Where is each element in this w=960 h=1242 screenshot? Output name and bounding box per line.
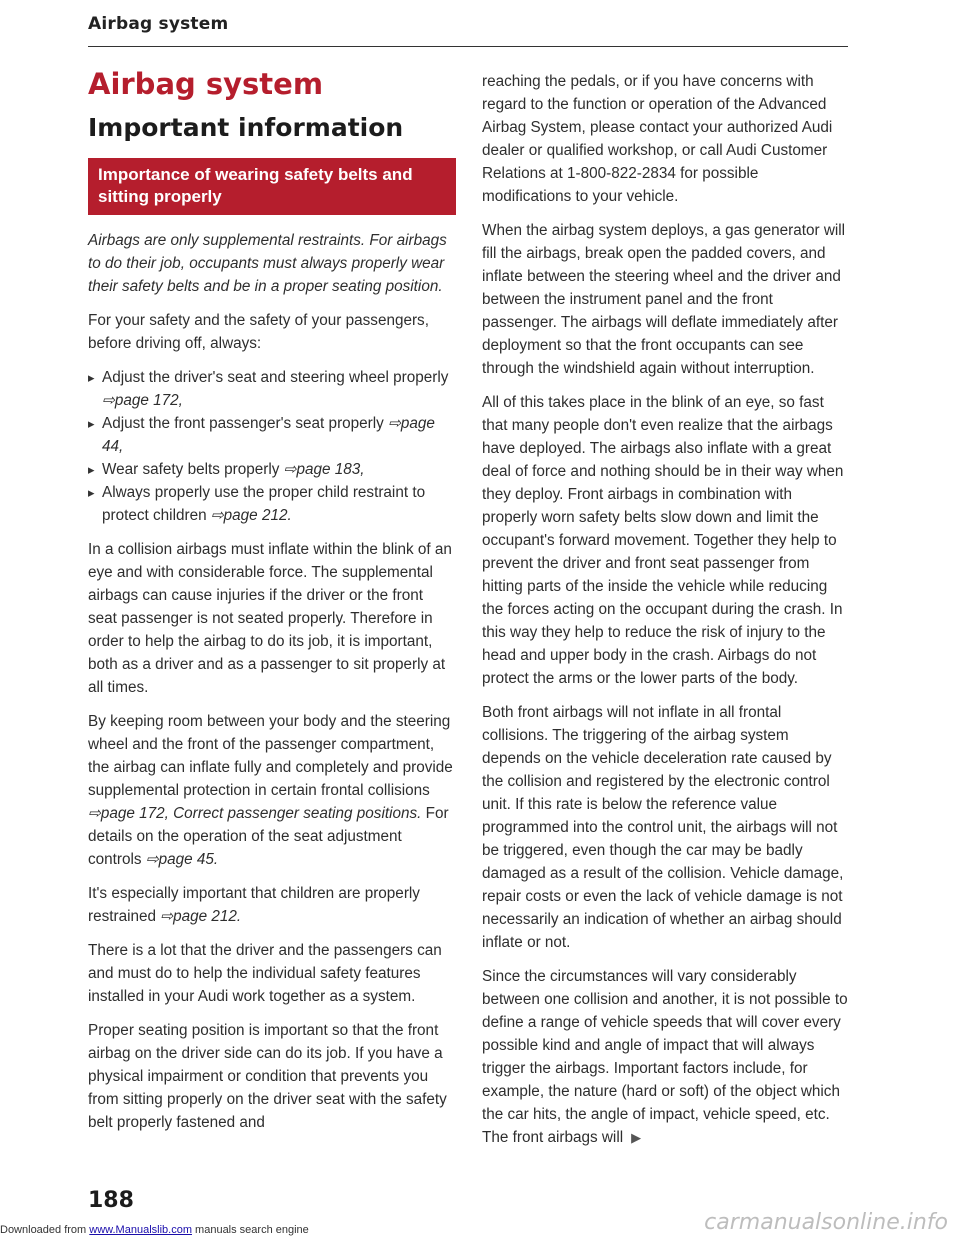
paragraph: It's especially important that children are properly restrained ⇨page 212. — [88, 885, 420, 925]
paragraph: All of this takes place in the blink of an eye, so fast that many people don't even realize that the airbags have deployed. The airbags also inflate with a great deal of force and nothing should be in their way when they deploy. Front airbags in combination with properly worn safety belts slow down and limit the occupant's forward movement. Together they help to prevent the driver and front seat passenger from hitting parts of the inside the vehicle while reducing the forces acting on the occupant during the crash. In this way they help to reduce the risk of injury to the head and upper body in the crash. Airbags do not protect the arms or the lower parts of the body. — [482, 394, 844, 687]
page-reference-link[interactable]: ⇨page 212. — [160, 908, 242, 925]
paragraph: By keeping room between your body and the steering wheel and the front of the passenger compartment, the airbag can inflate fully and completely and provide supplemental protection in certain frontal collisions ⇨page 172, Correct passenger seating positions. For details on the operation of the seat adjustment controls ⇨page 45. — [88, 713, 453, 868]
list-item: ▸ Adjust the driver's seat and steering wheel properly ⇨page 172, — [88, 366, 456, 412]
paragraph: There is a lot that the driver and the passengers can and must do to help the individual safety features installed in your Audi work together as a system. — [88, 942, 442, 1005]
left-column — [88, 66, 456, 1145]
list-item: ▸ Always properly use the proper child restraint to protect children ⇨page 212. — [88, 481, 456, 527]
paragraph: Both front airbags will not inflate in all frontal collisions. The triggering of the airbag system depends on the vehicle deceleration rate caused by the collision and registered by the electronic control unit. If this rate is below the reference value programmed into the control unit, the airbags will not be triggered, even though the car may be badly damaged as a result of the collision. Vehicle damage, repair costs or even the lack of vehicle damage is not necessarily an indication of whether an airbag should inflate or not. — [482, 704, 844, 951]
checklist — [88, 366, 456, 527]
page-reference-link[interactable]: ⇨page 212. — [210, 507, 292, 524]
download-footer — [0, 1224, 309, 1236]
page-reference-link[interactable]: ⇨page 45. — [145, 851, 219, 868]
paragraph: Proper seating position is important so that the front airbag on the driver side can do its job. If you have a physical impairment or condition that prevents you from sitting properly on the driver seat with the safety belt properly fastened and — [88, 1022, 447, 1131]
paragraph: reaching the pedals, or if you have concerns with regard to the function or operation of the Advanced Airbag System, please contact your authorized Audi dealer or qualified workshop, or call Audi Customer Relations at 1-800-822-2834 for possible modifications to your vehicle. — [482, 73, 833, 205]
header-rule — [88, 46, 848, 47]
page-reference-link[interactable]: ⇨page 44, — [102, 415, 435, 455]
watermark: carmanualsonline.info — [704, 1210, 948, 1235]
paragraph: In a collision airbags must inflate within the blink of an eye and with considerable force. The supplemental airbags can cause injuries if the driver or the front seat passenger is not seated properly. Therefore in order to help the airbag to do its job, it is important, both as a driver and as a passenger to sit properly at all times. — [88, 541, 452, 696]
intro-paragraph: Airbags are only supplemental restraints. For airbags to do their job, occupants must always properly wear their safety belts and be in a proper seating position. — [88, 232, 447, 295]
manualslib-link[interactable]: www.Manualslib.com — [89, 1224, 192, 1236]
page-reference-link[interactable]: ⇨page 183, — [283, 461, 365, 478]
chapter-title: Airbag system — [88, 67, 324, 101]
continue-arrow-icon: ▶ — [631, 1130, 642, 1145]
right-column — [482, 70, 850, 1160]
page-reference-link[interactable]: ⇨page 172, — [102, 392, 183, 409]
page-reference-link[interactable]: ⇨page 172, Correct passenger seating positions. — [88, 805, 422, 822]
list-item: ▸ Adjust the front passenger's seat properly ⇨page 44, — [88, 412, 456, 458]
subsection-banner: Importance of wearing safety belts and sitting properly — [88, 158, 456, 215]
paragraph: Since the circumstances will vary considerably between one collision and another, it is not possible to define a range of vehicle speeds that will cover every possible kind and angle of impact that will always trigger the airbags. Important factors include, for example, the nature (hard or soft) of the object which the car hits, the angle of impact, vehicle speed, etc. The front airbags will ▶ — [482, 968, 848, 1146]
footer-suffix: manuals search engine — [195, 1224, 309, 1236]
section-title: Important information — [88, 113, 404, 142]
page-number: 188 — [88, 1188, 134, 1213]
list-item: ▸ Wear safety belts properly ⇨page 183, — [88, 458, 456, 481]
paragraph: For your safety and the safety of your passengers, before driving off, always: — [88, 312, 429, 352]
running-header: Airbag system — [88, 14, 229, 34]
paragraph: When the airbag system deploys, a gas generator will fill the airbags, break open the padded covers, and inflate between the steering wheel and the driver and between the instrument panel and the front passenger. The airbags will deflate immediately after deployment so that the front occupants can see through the windshield again without interruption. — [482, 222, 846, 377]
footer-prefix: Downloaded from — [0, 1224, 87, 1236]
